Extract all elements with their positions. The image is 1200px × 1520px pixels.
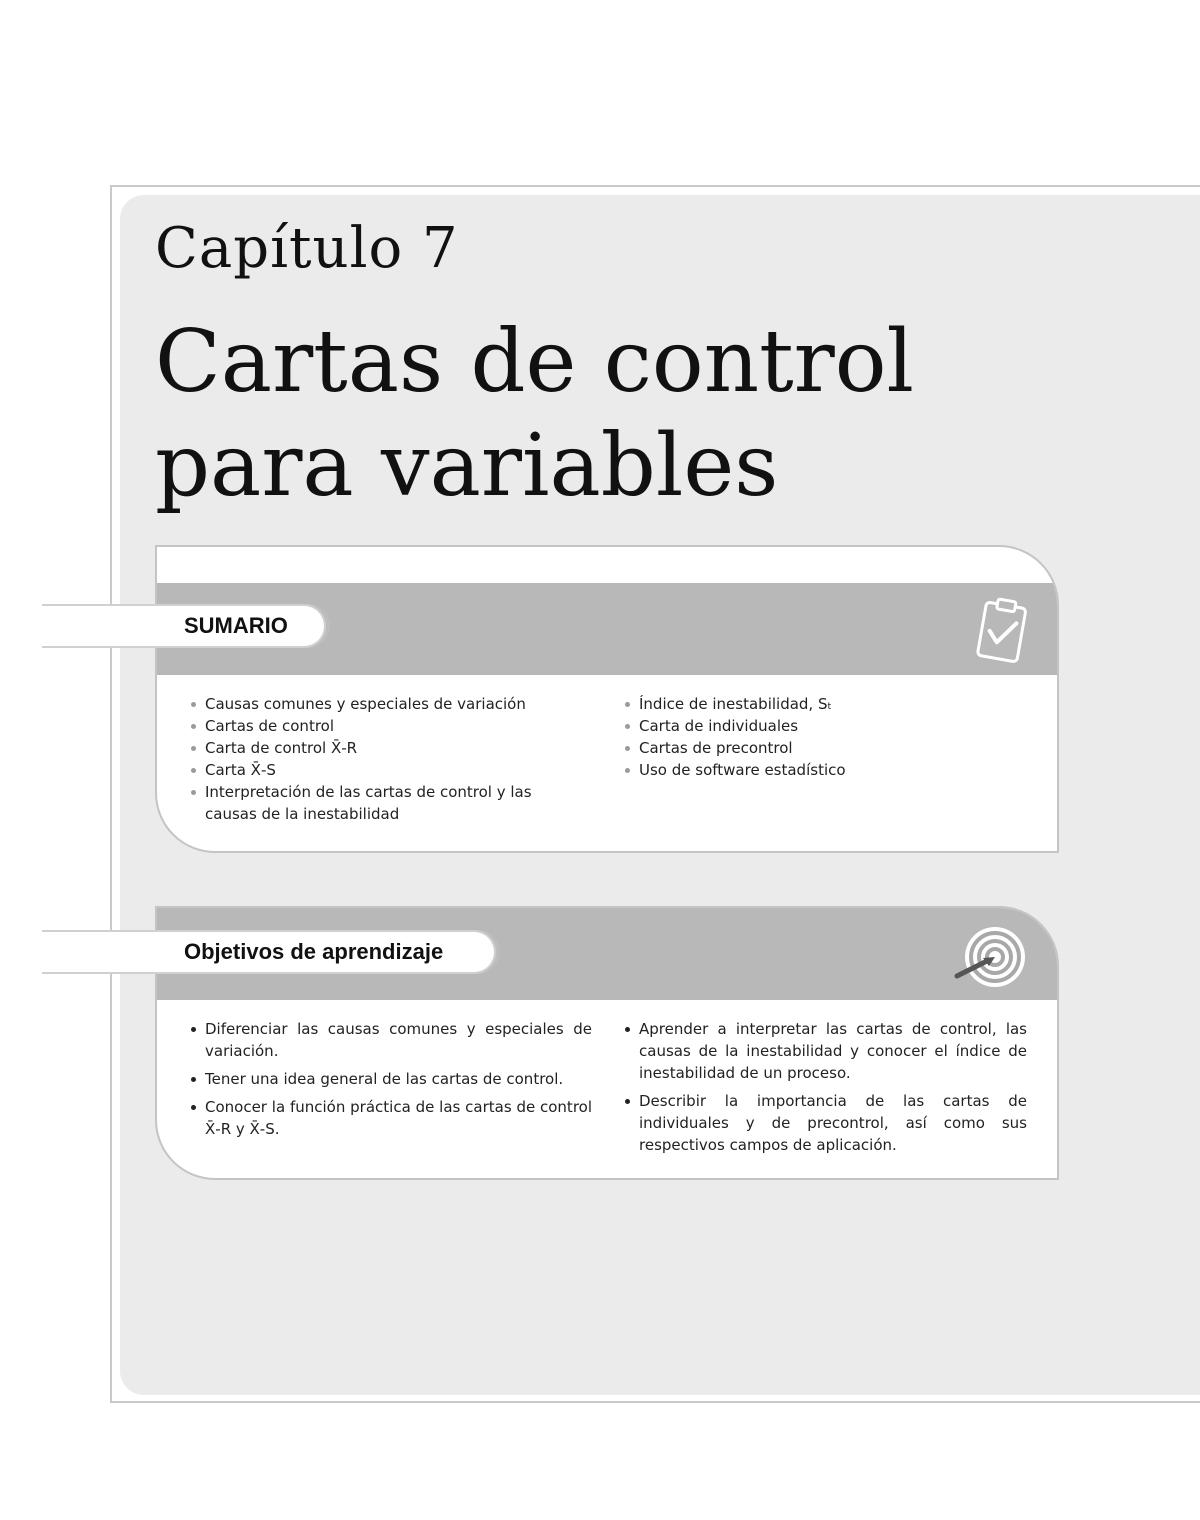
list-item: Describir la importancia de las cartas de individuales y de precontrol, así como sus respectivos campos de aplicación. [621, 1090, 1027, 1156]
target-icon [947, 922, 1027, 992]
list-item: Conocer la función práctica de las cartas de control X̄-R y X̄-S. [187, 1096, 592, 1140]
list-item: Tener una idea general de las cartas de control. [187, 1068, 592, 1090]
summary-box [155, 545, 1059, 853]
chapter-label: Capítulo 7 [155, 216, 459, 281]
list-item: Aprender a interpretar las cartas de control, las causas de la inestabilidad y conocer el índice de inestabilidad de un proceso. [621, 1018, 1027, 1084]
list-item: Interpretación de las cartas de control y las causas de la inestabilidad [187, 781, 577, 825]
list-item: Cartas de control [187, 715, 577, 737]
clipboard-check-icon [972, 595, 1032, 665]
list-item: Causas comunes y especiales de variación [187, 693, 577, 715]
list-item: Carta X̄-S [187, 759, 577, 781]
list-item: Carta de control X̄-R [187, 737, 577, 759]
list-item: Carta de individuales [621, 715, 1021, 737]
list-item: Diferenciar las causas comunes y especiales de variación. [187, 1018, 592, 1062]
list-item: Índice de inestabilidad, Sₜ [621, 693, 1021, 715]
summary-right-column [621, 693, 1021, 781]
objectives-heading: Objetivos de aprendizaje [184, 939, 444, 964]
list-item: Cartas de precontrol [621, 737, 1021, 759]
chapter-title-line-2: para variables [155, 416, 779, 516]
objectives-left-column [187, 1018, 592, 1146]
summary-heading: SUMARIO [184, 613, 288, 638]
summary-left-column [187, 693, 577, 825]
objectives-right-column [621, 1018, 1027, 1162]
chapter-title-line-1: Cartas de control [155, 312, 915, 412]
chapter-title [155, 310, 955, 518]
list-item: Uso de software estadístico [621, 759, 1021, 781]
